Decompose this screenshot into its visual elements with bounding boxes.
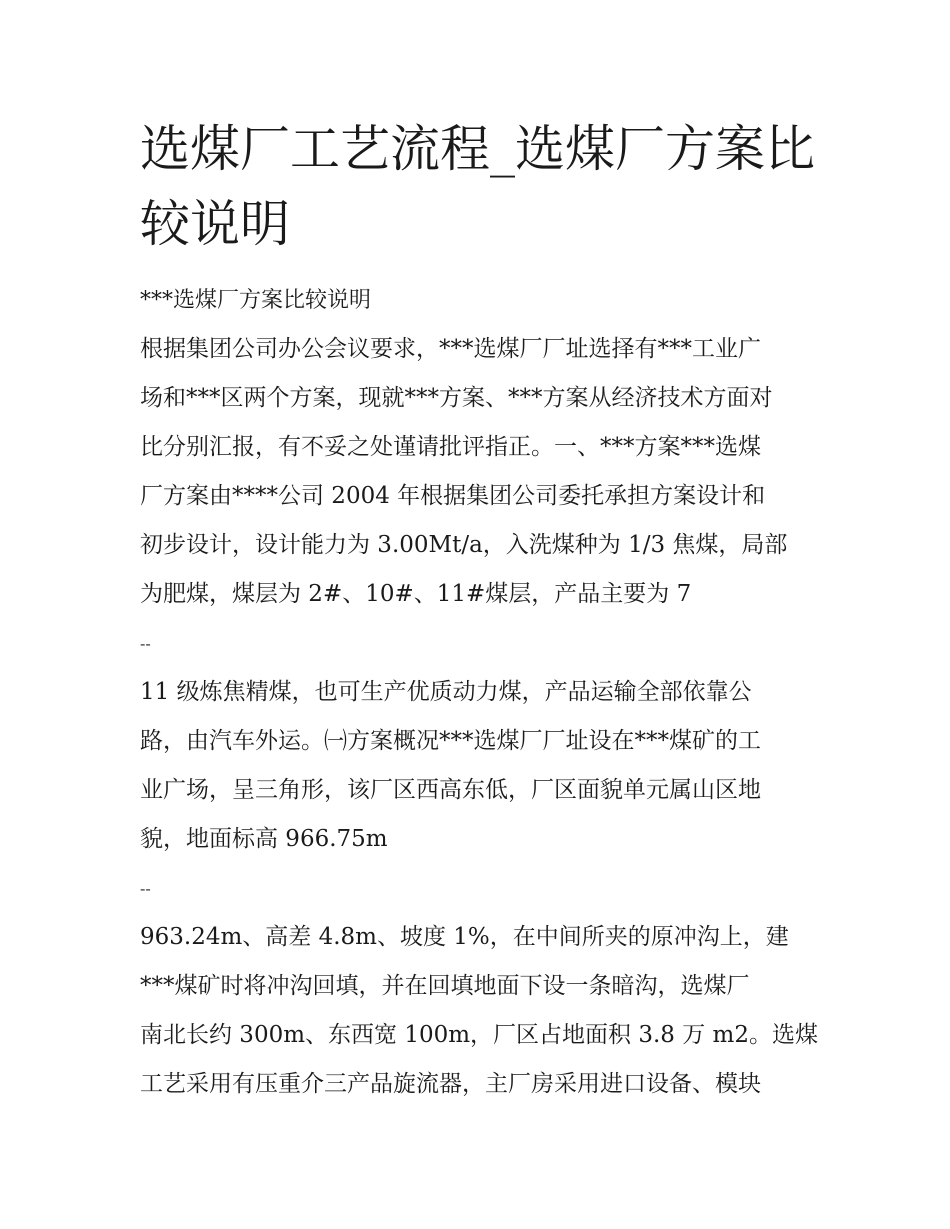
document-title <box>140 112 830 262</box>
title-line-2: 较说明 <box>140 195 290 253</box>
body-line: 业广场，呈三角形，该厂区西高东低，厂区面貌单元属山区地 <box>140 777 761 803</box>
body-line: 963.24m、高差 4.8m、坡度 1%，在中间所夹的原冲沟上，建 <box>140 924 789 950</box>
body-line: 根据集团公司办公会议要求，***选煤厂厂址选择有***工业广 <box>140 336 761 362</box>
body-line: 为肥煤，煤层为 2#、10#、11#煤层，产品主要为 7 <box>140 581 692 607</box>
body-line: 初步设计，设计能力为 3.00Mt/a，入洗煤种为 1/3 焦煤，局部 <box>140 532 788 558</box>
body-line: 比分别汇报，有不妥之处谨请批评指正。一、***方案***选煤 <box>140 434 761 460</box>
title-line-1: 选煤厂工艺流程_选煤厂方案比 <box>140 120 815 178</box>
section-heading: ***选煤厂方案比较说明 <box>140 288 372 313</box>
body-line: 厂方案由****公司 2004 年根据集团公司委托承担方案设计和 <box>140 483 766 509</box>
body-line: 南北长约 300m、东西宽 100m，厂区占地面积 3.8 万 m2。选煤 <box>140 1022 818 1048</box>
body-line: ***煤矿时将冲沟回填，并在回填地面下设一条暗沟，选煤厂 <box>140 973 750 999</box>
body-line: 路，由汽车外运。㈠方案概况***选煤厂厂址设在***煤矿的工 <box>140 728 761 754</box>
body-line: 工艺采用有压重介三产品旋流器，主厂房采用进口设备、模块 <box>140 1071 761 1097</box>
page-separator: -- <box>140 879 151 898</box>
page-separator: -- <box>140 634 151 653</box>
body-line: 貌，地面标高 966.75m <box>140 826 388 852</box>
body-line: 场和***区两个方案，现就***方案、***方案从经济技术方面对 <box>140 385 773 411</box>
body-line: 11 级炼焦精煤，也可生产优质动力煤，产品运输全部依靠公 <box>140 679 752 705</box>
document-body <box>140 276 830 1109</box>
